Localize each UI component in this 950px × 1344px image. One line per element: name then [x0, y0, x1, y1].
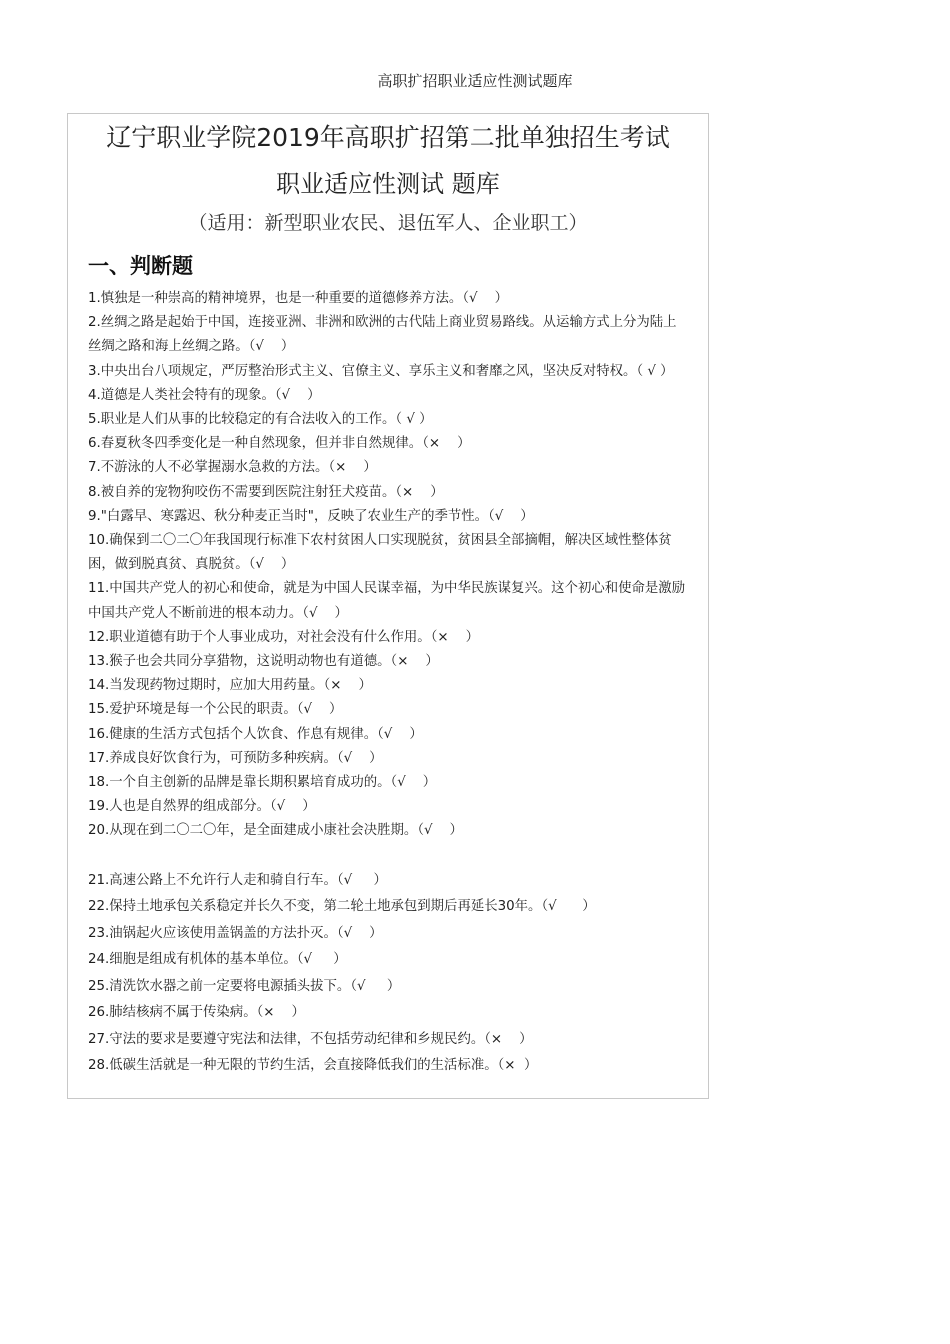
question-item: 7.不游泳的人不必掌握溺水急救的方法。（× ） [88, 460, 377, 476]
question-item: 1.慎独是一种崇高的精神境界，也是一种重要的道德修养方法。（√ ） [88, 291, 508, 306]
question-item: 28.低碳生活就是一种无限的节约生活，会直接降低我们的生活标准。（× ） [88, 1058, 538, 1074]
question-item: 26.肺结核病不属于传染病。（× ） [88, 1005, 305, 1021]
question-item: 10.确保到二〇二〇年我国现行标准下农村贫困人口实现脱贫，贫困县全部摘帽，解决区域性整体贫困，做到脱真贫、真脱贫。（√ ） [88, 533, 672, 573]
question-item: 21.高速公路上不允许行人走和骑自行车。（√ ） [88, 872, 387, 888]
question-item: 13.猴子也会共同分享猎物，这说明动物也有道德。（× ） [88, 654, 439, 670]
question-item: 24.细胞是组成有机体的基本单位。（√ ） [88, 952, 347, 968]
question-item: 3.中央出台八项规定，严厉整治形式主义、官僚主义、享乐主义和奢靡之风，坚决反对特权。（ √ ） [88, 363, 674, 379]
question-item: 12.职业道德有助于个人事业成功，对社会没有什么作用。（× ） [88, 629, 479, 645]
question-item: 19.人也是自然界的组成部分。（√ ） [88, 799, 316, 815]
question-item: 2.丝绸之路是起始于中国，连接亚洲、非洲和欧洲的古代陆上商业贸易路线。从运输方式上分为陆上丝绸之路和海上丝绸之路。（√ ） [88, 315, 677, 355]
question-item: 6.春夏秋冬四季变化是一种自然现象，但并非自然规律。（× ） [88, 436, 471, 452]
question-item: 27.守法的要求是要遵守宪法和法律，不包括劳动纪律和乡规民约。（× ） [88, 1031, 533, 1047]
document-frame [67, 113, 709, 1099]
document-subtitle-bank: 职业适应性测试 题库 [276, 170, 500, 198]
question-item: 25.清洗饮水器之前一定要将电源插头拔下。（√ ） [88, 978, 401, 994]
question-item: 15.爱护环境是每一个公民的职责。（√ ） [88, 702, 343, 718]
question-item: 5.职业是人们从事的比较稳定的有合法收入的工作。（ √ ） [88, 412, 433, 428]
question-item: 9."白露早、寒露迟、秋分种麦正当时"，反映了农业生产的季节性。（√ ） [88, 508, 534, 524]
question-item: 22.保持土地承包关系稳定并长久不变，第二轮土地承包到期后再延长30年。（√ ） [88, 899, 596, 915]
section-heading-true-false: 一、判断题 [88, 254, 193, 278]
applicability-note: （适用：新型职业农民、退伍军人、企业职工） [188, 212, 588, 234]
question-item: 14.当发现药物过期时，应加大用药量。（× ） [88, 678, 372, 694]
document-title: 辽宁职业学院2019年高职扩招第二批单独招生考试 [106, 123, 670, 152]
running-header: 高职扩招职业适应性测试题库 [377, 72, 573, 90]
question-item: 20.从现在到二〇二〇年，是全面建成小康社会决胜期。（√ ） [88, 823, 463, 839]
question-item: 18.一个自主创新的品牌是靠长期积累培育成功的。（√ ） [88, 775, 437, 791]
question-item: 17.养成良好饮食行为，可预防多种疾病。（√ ） [88, 750, 383, 766]
question-item: 4.道德是人类社会特有的现象。（√ ） [88, 387, 321, 403]
question-item: 8.被自养的宠物狗咬伤不需要到医院注射狂犬疫苗。（× ） [88, 484, 444, 500]
question-list [88, 287, 688, 1080]
question-item: 23.油锅起火应该使用盖锅盖的方法扑灭。（√ ） [88, 925, 383, 941]
question-item: 11.中国共产党人的初心和使命，就是为中国人民谋幸福，为中华民族谋复兴。这个初心和使命是激励中国共产党人不断前进的根本动力。（√ ） [88, 581, 686, 621]
question-item: 16.健康的生活方式包括个人饮食、作息有规律。（√ ） [88, 726, 423, 742]
